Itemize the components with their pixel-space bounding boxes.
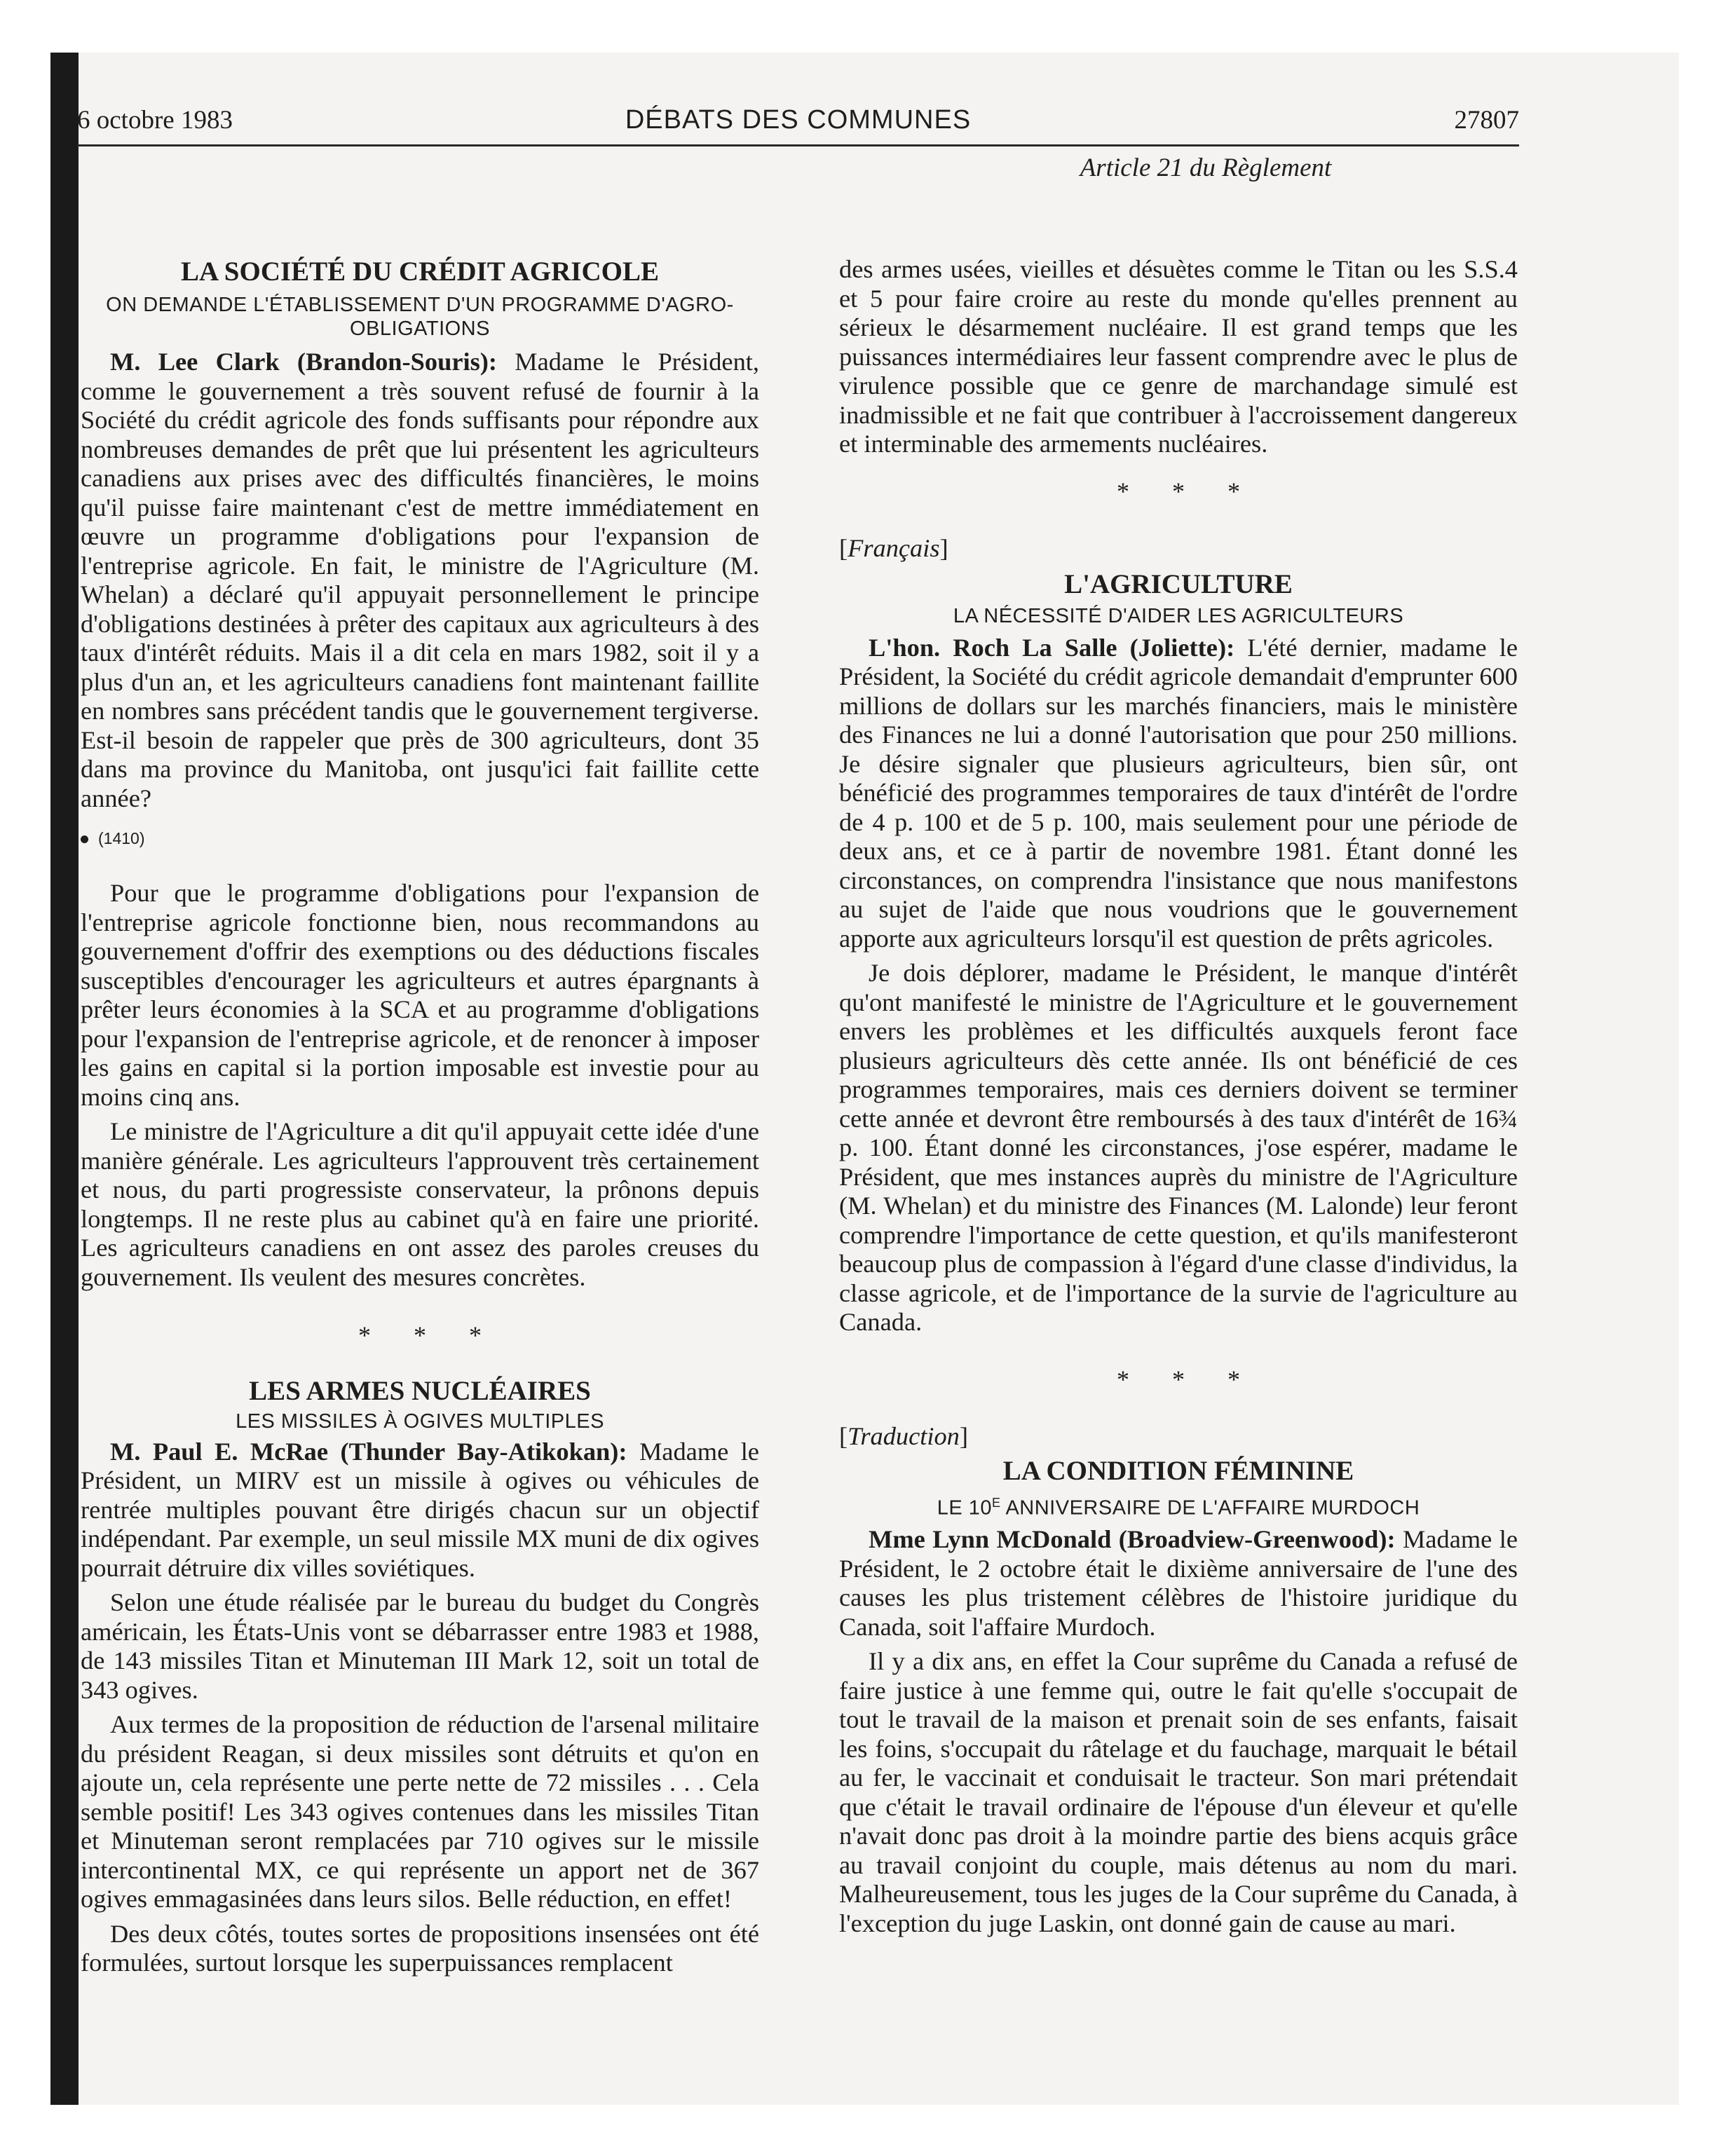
- left-column: [81, 205, 759, 1978]
- section-title-armes-nucleaires: LES ARMES NUCLÉAIRES: [249, 1375, 591, 1406]
- header-page-number: 27807: [1454, 106, 1519, 135]
- section-separator: * * *: [1117, 1365, 1258, 1393]
- section-title-condition-feminine: LA CONDITION FÉMININE: [1002, 1455, 1354, 1486]
- speaker-name: M. Lee Clark (Brandon-Souris):: [110, 348, 497, 376]
- paragraph: Mme Lynn McDonald (Broadview-Greenwood): Madame le Président, le 2 octobre était le dixième anniversaire de l'une des causes les plus tristement célèbres de l'histoire juridique du Canada, soit l'affaire Murdoch.: [839, 1525, 1518, 1641]
- section-title-agriculture: L'AGRICULTURE: [1064, 568, 1293, 599]
- section-title-credit-agricole: LA SOCIÉTÉ DU CRÉDIT AGRICOLE: [181, 257, 659, 287]
- section-subtitle-aider-agriculteurs: LA NÉCESSITÉ D'AIDER LES AGRICULTEURS: [953, 604, 1404, 627]
- language-tag: [Traduction]: [839, 1422, 968, 1450]
- speaker-name: L'hon. Roch La Salle (Joliette):: [869, 633, 1235, 662]
- page-header: [77, 105, 1519, 147]
- section-subtitle-missiles: LES MISSILES À OGIVES MULTIPLES: [236, 1410, 604, 1433]
- paragraph: Aux termes de la proposition de réduction de l'arsenal militaire du président Reagan, si deux missiles sont détruits et qu'on en ajoute un, cela représente une perte nette de 72 missiles . . . Cela semble positif! Les 343 ogives contenues dans les missiles Titan et Minuteman seront remplacées par 710 ogives sur le missile intercontinental MX, ce qui représente un apport net de 367 ogives emmagasinées dans leurs silos. Belle réduction, en effet!: [81, 1710, 759, 1913]
- paragraph: M. Lee Clark (Brandon-Souris): Madame le Président, comme le gouvernement a très souvent refusé de fournir à la Société du crédit agricole des fonds suffisants pour répondre aux nombreuses demandes de prêt que lui présentent les agriculteurs canadiens aux prises avec des difficultés financières, le moins qu'il puisse faire maintenant c'est de mettre immédiatement en œuvre un programme d'obligations pour l'expansion de l'entreprise agricole. En fait, le ministre de l'Agriculture (M. Whelan) a déclaré qu'il appuyait personnellement le principe d'obligations destinées à prêter des capitaux aux agriculteurs à des taux d'intérêt réduits. Mais il a dit cela en mars 1982, soit il y a plus d'un an, et les agriculteurs canadiens font maintenant faillite en nombres sans précédent tandis que le gouvernement tergiverse. Est-il besoin de rappeler que près de 300 agriculteurs, dont 35 dans ma province du Manitoba, ont jusqu'ici fait faillite cette année?: [81, 348, 759, 812]
- language-tag: [Français]: [839, 534, 948, 562]
- speaker-name: M. Paul E. McRae (Thunder Bay-Atikokan):: [110, 1437, 627, 1466]
- speaker-name: Mme Lynn McDonald (Broadview-Greenwood):: [869, 1525, 1396, 1554]
- scan-edge-bar: [50, 53, 79, 2105]
- right-column: [839, 205, 1518, 1938]
- paragraph: Selon une étude réalisée par le bureau du budget du Congrès américain, les États-Unis vont se débarrasser entre 1983 et 1988, de 143 missiles Titan et Minuteman III Mark 12, soit un total de 343 ogives.: [81, 1588, 759, 1704]
- timestamp-marker: (1410): [81, 824, 759, 852]
- paragraph: M. Paul E. McRae (Thunder Bay-Atikokan): Madame le Président, un MIRV est un missile à ogives ou véhicules de rentrée multiples pouvant être dirigés chacun sur un objectif indépendant. Par exemple, un seul missile MX muni de dix ogives pourrait détruire dix villes soviétiques.: [81, 1437, 759, 1582]
- section-separator: * * *: [358, 1321, 500, 1349]
- paragraph: Des deux côtés, toutes sortes de propositions insensées ont été formulées, surtout lorsque les superpuissances remplacent: [81, 1919, 759, 1977]
- section-subtitle-affaire-murdoch: LE $10^E$ ANNIVERSAIRE DE L'AFFAIRE MURDOCH: [937, 1495, 1420, 1520]
- paragraph: des armes usées, vieilles et désuètes comme le Titan ou les S.S.4 et 5 pour faire croire au reste du monde qu'elles prennent au sérieux le désarmement nucléaire. Il est grand temps que les puissances intermédiaires leur fassent comprendre avec le plus de virulence possible que ce genre de marchandage simulé est inadmissible et ne fait que contribuer à l'accroissement dangereux et interminable des armements nucléaires.: [839, 255, 1518, 458]
- header-title: DÉBATS DES COMMUNES: [625, 105, 972, 135]
- paragraph: L'hon. Roch La Salle (Joliette): L'été dernier, madame le Président, la Société du crédit agricole demandait d'emprunter 600 millions de dollars sur les marchés financiers, mais le ministère des Finances ne lui a donné l'autorisation que pour 250 millions. Je désire signaler que plusieurs agriculteurs, bien sûr, ont bénéficié des programmes temporaires de taux d'intérêt de l'ordre de 4 p. 100 et de 5 p. 100, mais seulement pour une période de deux ans, et ce à partir de novembre 1981. Étant donné les circonstances, on comprendra l'insistance que nous manifestons au sujet de l'aide que nous voudrions que le gouvernement apporte aux agriculteurs lorsqu'il est question de prêts agricoles.: [839, 633, 1518, 953]
- paragraph: Je dois déplorer, madame le Président, le manque d'intérêt qu'ont manifesté le ministre de l'Agriculture et le gouvernement envers les problèmes et les difficultés auxquels feront face plusieurs agriculteurs dès cette année. Ils ont bénéficié de ces programmes temporaires, mais ces derniers doivent se terminer cette année et devront être remboursés à des taux d'intérêt de 16¾ p. 100. Étant donné les circonstances, j'ose espérer, madame le Président, que mes instances auprès du ministre de l'Agriculture (M. Whelan) et du ministre des Finances (M. Lalonde) leur feront comprendre l'importance de cette question, et qu'ils manifesteront beaucoup plus de compassion à l'égard d'une classe d'individus, la classe agricole, et de l'importance de la survie de l'agriculture au Canada.: [839, 959, 1518, 1336]
- header-rule: [77, 144, 1519, 146]
- section-separator: * * *: [1117, 477, 1258, 505]
- section-subtitle-agro-obligations: ON DEMANDE L'ÉTABLISSEMENT D'UN PROGRAMME D'AGRO-OBLIGATIONS: [106, 294, 734, 340]
- paragraph: Pour que le programme d'obligations pour l'expansion de l'entreprise agricole fonctionne bien, nous recommandons au gouvernement d'offrir des exemptions ou des déductions fiscales susceptibles d'encourager les agriculteurs et autres épargnants à prêter leurs économies à la SCA et au programme d'obligations pour l'expansion de l'entreprise agricole, et de renoncer à imposer les gains en capital si la portion imposable est investie pour au moins cinq ans.: [81, 879, 759, 1111]
- header-date: 6 octobre 1983: [77, 106, 233, 135]
- paragraph: Le ministre de l'Agriculture a dit qu'il appuyait cette idée d'une manière générale. Les agriculteurs l'approuvent très certainement et nous, du parti progressiste conservateur, la prônons depuis longtemps. Il ne reste plus au cabinet qu'à en faire une priorité. Les agriculteurs canadiens en ont assez des paroles creuses du gouvernement. Ils veulent des mesures concrètes.: [81, 1117, 759, 1291]
- paragraph: Il y a dix ans, en effet la Cour suprême du Canada a refusé de faire justice à une femme qui, outre le fait qu'elle s'occupait de tout le travail de la maison et prenait soin de ses enfants, faisait les foins, s'occupait du râtelage et du fauchage, marquait le bétail au fer, le vaccinait et conduisait le tracteur. Son mari prétendait que c'était le travail ordinaire de l'épouse d'un éleveur et qu'elle n'avait donc pas droit à la moindre partie des biens acquis grâce au travail conjoint du couple, mais détenus au nom du mari. Malheureusement, tous les juges de la Cour suprême du Canada, à l'exception du juge Laskin, ont donné gain de cause au mari.: [839, 1647, 1518, 1937]
- bullet-icon: [81, 835, 88, 843]
- header-rubric: Article 21 du Règlement: [1080, 153, 1332, 182]
